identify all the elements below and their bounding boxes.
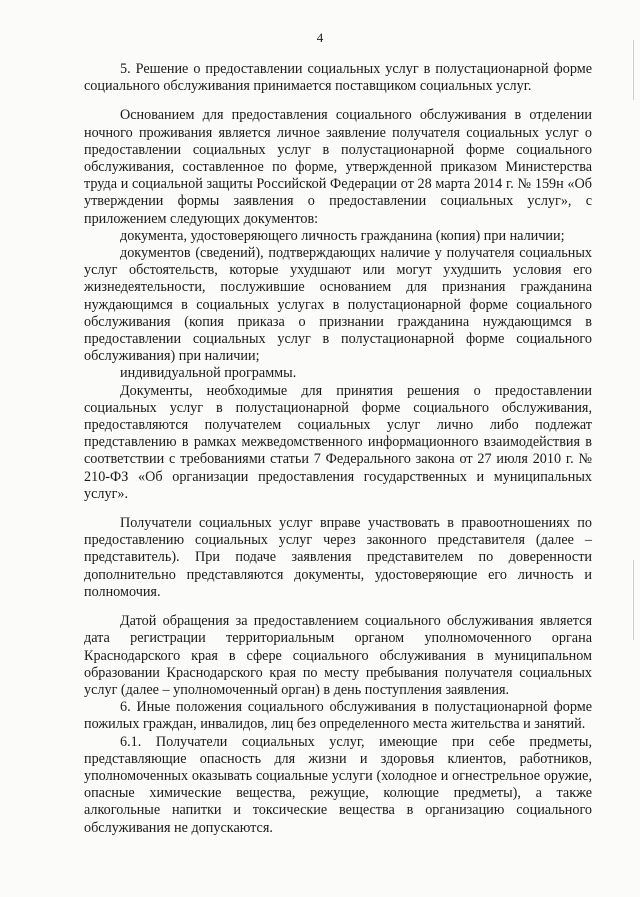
list-item-circumstance-documents: документов (сведений), подтверждающих наличие у получателя социальных услуг обстоятельств, которые ухудшают или могут ухудшить условия его жизнедеятельности, послужившие основанием для признания гражданина нуждающимся в социальных услугах в полустационарной форме социального обслуживания (копия приказа о признании гражданина нуждающимся в предоставлении социальных услуг в полустационарной форме социального обслуживания) при наличии; xyxy=(84,245,592,365)
paragraph-representative: Получатели социальных услуг вправе участвовать в правоотношениях по предоставлению социальных услуг через законного представителя (далее – представитель). При подаче заявления представителем по доверенности дополнительно представляются документы, удостоверяющие его личность и полномочия. xyxy=(84,515,592,600)
list-item-identity-document: документа, удостоверяющего личность гражданина (копия) при наличии; xyxy=(120,227,565,244)
paragraph-section-5: 5. Решение о предоставлении социальных услуг в полустационарной форме социального обслуживания принимается поставщиком социальных услуг. xyxy=(84,61,592,95)
paragraph-basis: Основанием для предоставления социального обслуживания в отделении ночного проживания является личное заявление получателя социальных услуг о предоставлении социальных услуг в полустационарной форме социального обслуживания, составленное по форме, утвержденной приказом Министерства труда и социальной защиты Российской Федерации от 28 марта 2014 г. № 159н «Об утверждении формы заявления о предоставлении социальных услуг», с приложением следующих документов: xyxy=(84,107,592,227)
paragraph-section-6-1: 6.1. Получатели социальных услуг, имеющие при себе предметы, представляющие опасность для жизни и здоровья клиентов, работников, уполномоченных оказывать социальные услуги (холодное и огнестрельное оружие, опасные химические вещества, режущие, колющие предметы), а также алкогольные напитки и токсические вещества в организацию социального обслуживания не допускаются. xyxy=(84,733,592,836)
list-item-individual-program: индивидуальной программы. xyxy=(120,365,297,382)
paragraph-section-6: 6. Иные положения социального обслуживания в полустационарной форме пожилых граждан, инвалидов, лиц без определенного места жительства и занятий. xyxy=(84,699,592,733)
page-number: 4 xyxy=(316,30,324,45)
paragraph-required-documents: Документы, необходимые для принятия решения о предоставлении социальных услуг в полустационарной форме социального обслуживания, предоставляются получателем социальных услуг лично либо подлежат представлению в рамках межведомственного информационного взаимодействия в соответствии с требованиями статьи 7 Федерального закона от 27 июля 2010 г. № 210-ФЗ «Об организации предоставления государственных и муниципальных услуг». xyxy=(84,382,592,502)
document-body xyxy=(84,61,592,837)
scan-edge-mark xyxy=(633,560,634,640)
paragraph-date-of-appeal: Датой обращения за предоставлением социального обслуживания является дата регистрации территориальным органом уполномоченного органа Краснодарского края в сфере социального обслуживания в муниципальном образовании Краснодарского края по месту пребывания получателя социальных услуг (далее – уполномоченный орган) в день поступления заявления. xyxy=(84,613,592,698)
scan-edge-mark xyxy=(633,40,634,100)
